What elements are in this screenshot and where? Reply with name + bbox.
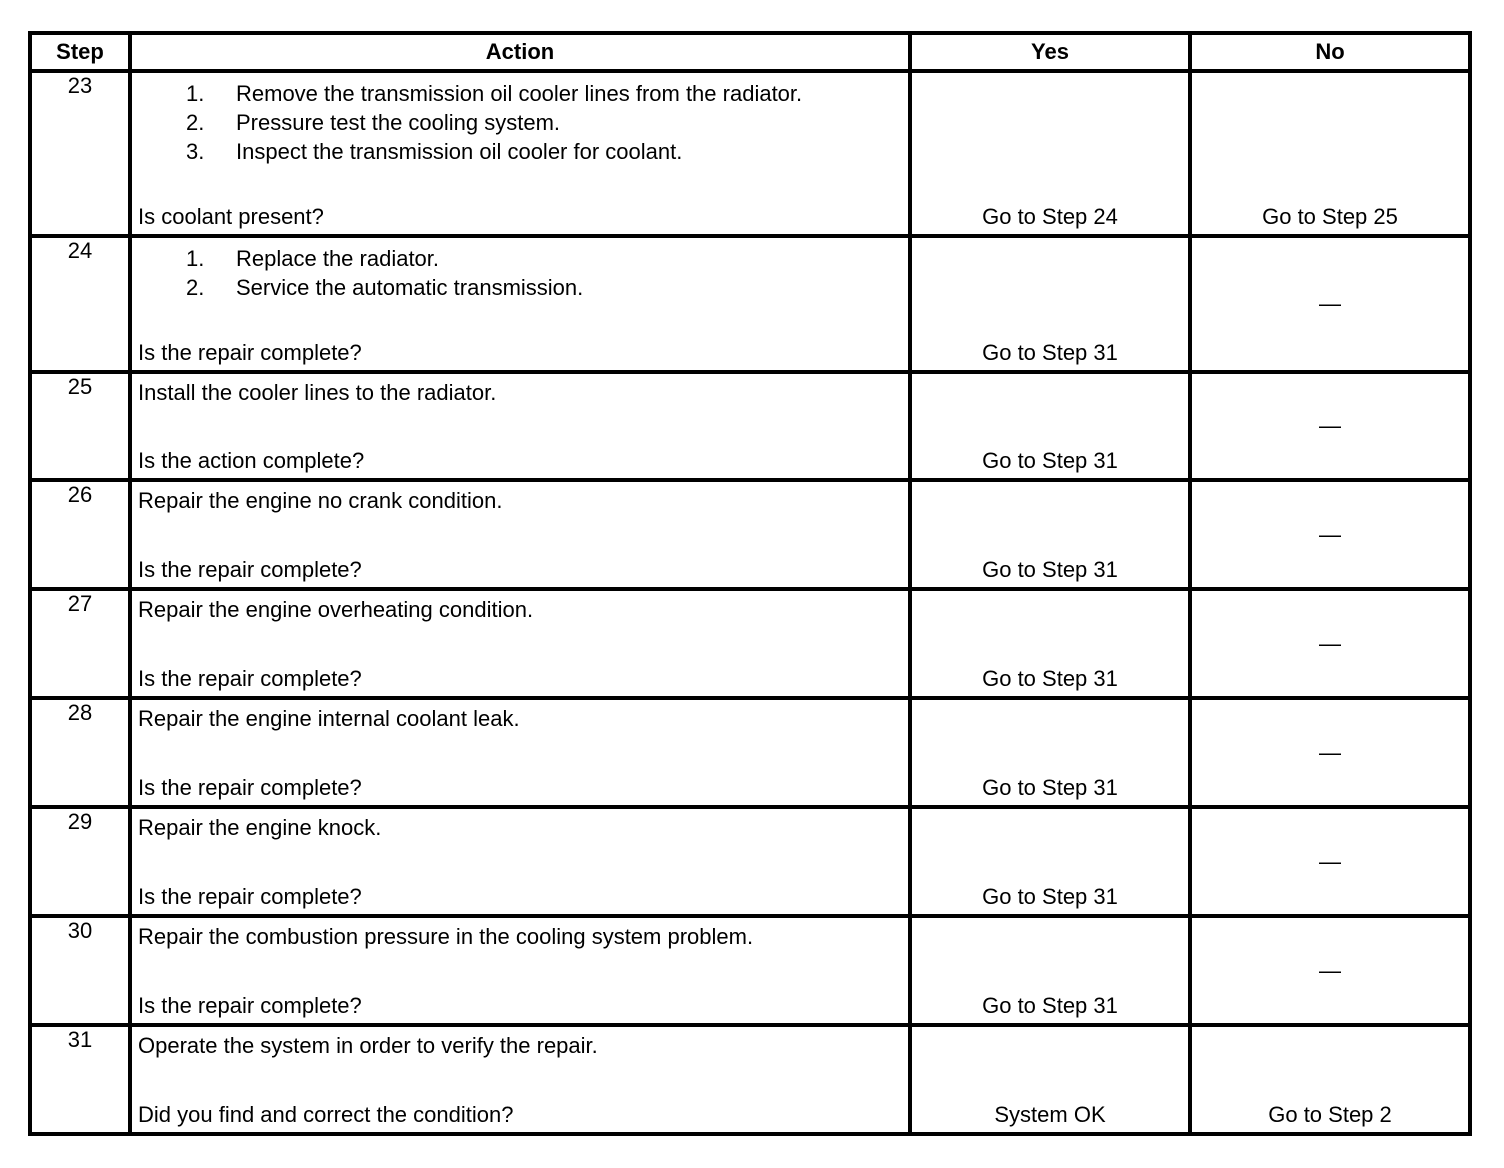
yes-cell [910,1025,1190,1134]
action-instruction: Repair the engine knock. [138,815,382,840]
no-result: — [1319,413,1341,438]
no-result: — [1319,957,1341,983]
no-cell [1190,1025,1470,1134]
action-instruction: Repair the engine overheating condition. [138,597,534,622]
list-item [132,137,908,166]
action-question: Did you find and correct the condition? [138,1102,514,1127]
header-step: Step [30,33,130,71]
item-number: 2. [186,275,205,300]
action-question: Is the action complete? [138,448,365,473]
yes-result: Go to Step 31 [982,884,1118,909]
table-row [30,372,1470,480]
table-row [30,807,1470,916]
item-number: 3. [186,139,205,164]
yes-cell [910,372,1190,480]
yes-result: Go to Step 24 [982,204,1118,229]
no-cell [1190,698,1470,807]
item-text: Replace the radiator. [236,246,440,271]
no-cell [1190,807,1470,916]
no-result: Go to Step 2 [1268,1102,1392,1127]
action-cell [130,372,910,480]
table-row [30,1025,1470,1134]
yes-result: Go to Step 31 [982,993,1118,1018]
item-number: 1. [186,81,205,106]
no-cell [1190,71,1470,236]
action-steps-list [132,79,908,166]
action-steps-list [132,244,908,302]
action-question: Is the repair complete? [138,775,362,800]
step-number: 25 [30,372,130,480]
action-question: Is the repair complete? [138,666,362,691]
table-row [30,589,1470,698]
yes-cell [910,480,1190,589]
action-question: Is the repair complete? [138,340,362,365]
header-yes: Yes [910,33,1190,71]
step-number: 28 [30,698,130,807]
no-cell [1190,236,1470,372]
yes-cell [910,236,1190,372]
list-item [132,108,908,137]
item-number: 1. [186,246,205,271]
list-item [132,273,908,302]
no-result: — [1319,630,1341,656]
no-cell [1190,372,1470,480]
yes-cell [910,71,1190,236]
item-number: 2. [186,110,205,135]
yes-result: Go to Step 31 [982,557,1118,582]
yes-result: Go to Step 31 [982,448,1118,473]
item-text: Remove the transmission oil cooler lines from the radiator. [236,81,803,106]
action-instruction: Install the cooler lines to the radiator. [138,380,497,405]
yes-cell [910,589,1190,698]
list-item [132,244,908,273]
action-cell [130,589,910,698]
yes-result: Go to Step 31 [982,340,1118,365]
step-number: 24 [30,236,130,372]
step-number: 27 [30,589,130,698]
no-result: — [1319,291,1341,316]
header-no: No [1190,33,1470,71]
no-cell [1190,589,1470,698]
step-number: 30 [30,916,130,1025]
no-cell [1190,916,1470,1025]
action-cell [130,698,910,807]
step-number: 23 [30,71,130,236]
action-instruction: Repair the engine internal coolant leak. [138,706,520,731]
action-question: Is the repair complete? [138,884,362,909]
yes-cell [910,807,1190,916]
table-row [30,480,1470,589]
step-number: 31 [30,1025,130,1134]
no-result: — [1319,521,1341,547]
yes-cell [910,916,1190,1025]
header-action: Action [130,33,910,71]
item-text: Service the automatic transmission. [236,275,584,300]
item-text: Pressure test the cooling system. [236,110,561,135]
diagnostic-table [28,31,1472,1136]
table-row [30,916,1470,1025]
action-question: Is the repair complete? [138,557,362,582]
yes-result: Go to Step 31 [982,775,1118,800]
action-cell [130,236,910,372]
action-cell [130,480,910,589]
step-number: 29 [30,807,130,916]
no-result: — [1319,848,1341,874]
yes-cell [910,698,1190,807]
action-question: Is coolant present? [138,204,324,229]
table-row [30,236,1470,372]
yes-result: Go to Step 31 [982,666,1118,691]
header-row [30,33,1470,71]
action-cell [130,916,910,1025]
yes-result: System OK [994,1102,1106,1127]
action-instruction: Operate the system in order to verify the repair. [138,1033,598,1058]
action-cell [130,71,910,236]
no-cell [1190,480,1470,589]
action-instruction: Repair the combustion pressure in the cooling system problem. [138,924,754,949]
no-result: Go to Step 25 [1262,204,1398,229]
item-text: Inspect the transmission oil cooler for coolant. [236,139,683,164]
action-cell [130,1025,910,1134]
no-result: — [1319,739,1341,765]
action-instruction: Repair the engine no crank condition. [138,488,503,513]
action-question: Is the repair complete? [138,993,362,1018]
step-number: 26 [30,480,130,589]
list-item [132,79,908,108]
table-row [30,71,1470,236]
table-row [30,698,1470,807]
action-cell [130,807,910,916]
